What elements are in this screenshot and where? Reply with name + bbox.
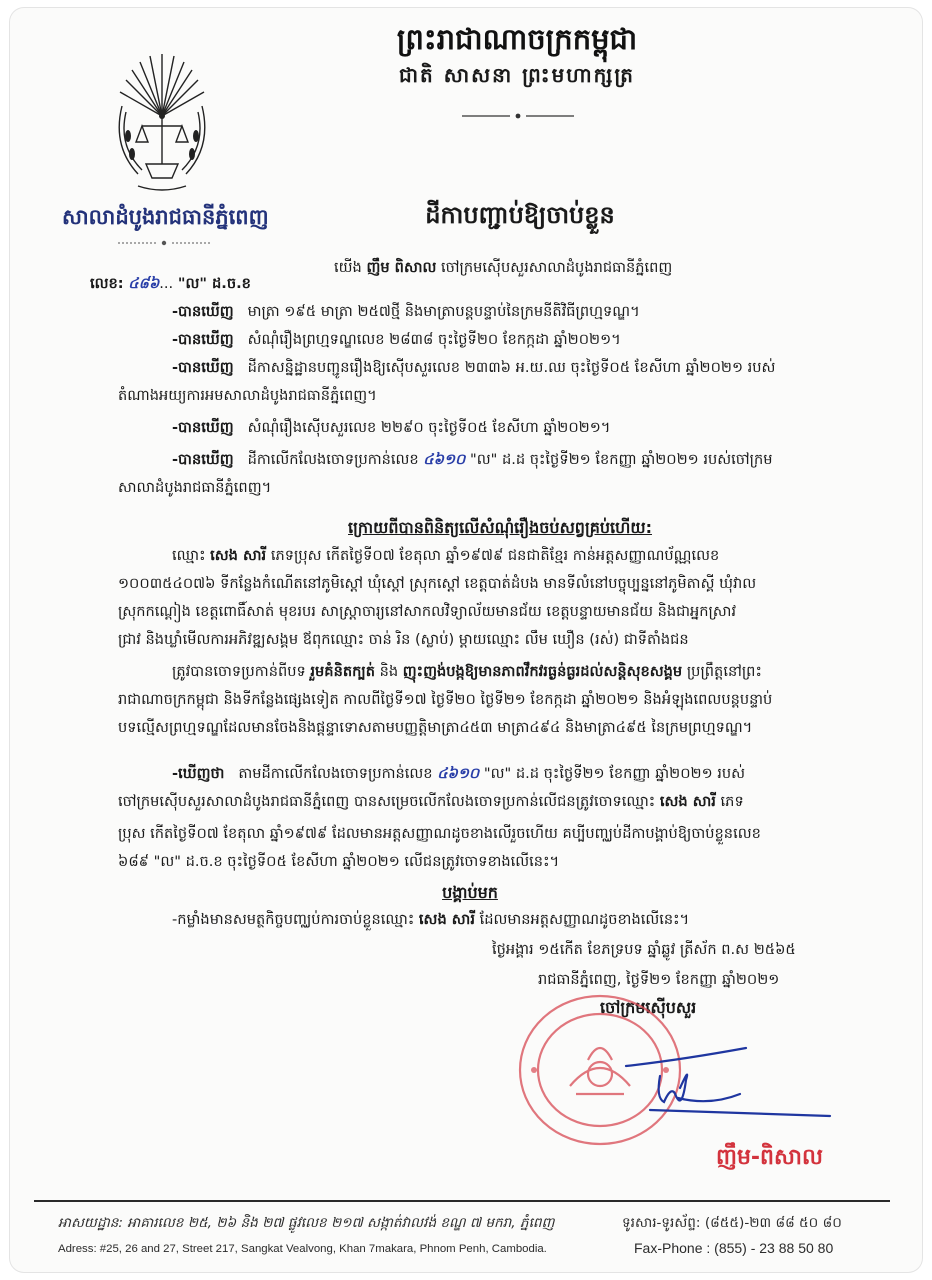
finding-line: ប្រុស កើតថ្ងៃទី០៧ ខែតុលា ឆ្នាំ១៩៧៩ ដែលមានអត្តសញ្ញាណដូចខាងលើរួចហើយ គប្បីបញ្ឈប់ដីកាបង្គាប់ឱ្យចាប់ខ្លួនលេខ — [118, 825, 761, 842]
reference-number: លេខ: ៤៨៦... "ល" ដ.ច.ខ — [90, 275, 251, 292]
footer-phone-en: Fax-Phone : (855) - 23 88 50 80 — [634, 1240, 834, 1256]
handwritten-number: ៤៨៦ — [128, 275, 160, 292]
facts-line: ១០០៣៥៤០៧៦ ទីកន្លែងកំណើតនៅភូមិស្ដៅ ឃុំស្ដៅ ស្រុកស្ដៅ ខេត្តបាត់ដំបង មានទីលំនៅបច្ចុប្បន្ននៅភូមិតាស្គី ឃុំវាល — [118, 575, 757, 592]
seen-item: -បានឃើញ ដីកាលើកលែងចោទប្រកាន់លេខ ៤៦១០ "ល" ដ.ដ ចុះថ្ងៃទី២១ ខែកញ្ញា ឆ្នាំ២០២១ របស់ចៅក្រម — [172, 451, 773, 468]
finding-line: ចៅក្រមស៊ើបសួរសាលាដំបូងរាជធានីភ្នំពេញ បានសម្រេចលើកលែងចោទប្រកាន់លើជនត្រូវចោទឈ្មោះ សេង សារី ភេទ — [118, 793, 744, 810]
signer-title: ចៅក្រមស៊ើបសួរ — [600, 998, 697, 1017]
accused-name: សេង សារី — [659, 793, 716, 810]
facts-line: ស្រុកកណ្ដៀង ខេត្តពោធិ៍សាត់ មុខរបរ សាស្ត្រាចារ្យនៅសាកលវិទ្យាល័យមានជ័យ ខេត្តបន្ទាយមានជ័យ និងជាអ្នកស្រាវ — [118, 603, 737, 620]
finding-line: ៦៨៩ "ល" ដ.ច.ខ ចុះថ្ងៃទី០៥ ខែសីហា ឆ្នាំ២០២១ លើជនត្រូវចោទខាងលើនេះ។ — [118, 853, 560, 870]
kingdom-heading: ព្រះរាជាណាចក្រកម្ពុជា — [396, 22, 638, 56]
charge: ញុះញង់បង្កឱ្យមានភាពវឹកវរធ្ងន់ធ្ងរដល់សន្តិសុខសង្គម — [402, 663, 683, 680]
footer-address-en: Adress: #25, 26 and 27, Street 217, Sangkat Vealvong, Khan 7makara, Phnom Penh, Cambodia. — [58, 1243, 547, 1255]
order-heading: បង្គាប់មក — [442, 883, 498, 902]
accused-name: សេង សារី — [418, 911, 475, 928]
footer-address-km: អាសយដ្ឋាន: អាគារលេខ ២៥, ២៦ និង ២៧ ផ្លូវលេខ ២១៧ សង្កាត់វាលវង់ ខណ្ឌ ៧ មករា, ភ្នំពេញ — [58, 1215, 555, 1231]
seen-item: -បានឃើញ សំណុំរឿងស៊ើបសួរលេខ ២២៩០ ចុះថ្ងៃទី០៥ ខែសីហា ឆ្នាំ២០២១។ — [172, 419, 611, 436]
facts-line: បទល្មើសព្រហ្មទណ្ឌដែលមានចែងនិងផ្ដន្ទាទោសតាមបញ្ញត្តិមាត្រា៤៥៣ មាត្រា៤៩៤ និងមាត្រា៤៩៥ នៃក្រមព្រហ្មទណ្ឌ។ — [118, 719, 753, 736]
lunar-date: ថ្ងៃអង្គារ ១៥កើត ខែភទ្របទ ឆ្នាំឆ្លូវ ត្រីស័ក ព.ស ២៥៦៥ — [492, 941, 796, 958]
footer-phone-km: ទូរសារ-ទូរស័ព្ទ: (៨៥៥)-២៣ ៨៨ ៥០ ៨០ — [622, 1215, 842, 1231]
court-name: សាលាដំបូងរាជធានីភ្នំពេញ — [62, 205, 269, 229]
facts-line: ឈ្មោះ សេង សារី ភេទប្រុស កើតថ្ងៃទី០៧ ខែតុលា ឆ្នាំ១៩៧៩ ជនជាតិខ្មែរ កាន់អត្តសញ្ញាណប័ណ្ណលេខ — [172, 547, 720, 564]
national-motto: ជាតិ សាសនា ព្រះមហាក្សត្រ — [399, 63, 635, 87]
court-emblem-icon — [108, 46, 216, 194]
document-title: ដីកាបញ្ជាប់ឱ្យចាប់ខ្លួន — [425, 201, 615, 229]
intro-line: យើង ញឹម ពិសាល ចៅក្រមស៊ើបសួរសាលាដំបូងរាជធានីភ្នំពេញ — [334, 259, 673, 276]
seen-item-continuation: តំណាងអយ្យការអមសាលាដំបូងរាជធានីភ្នំពេញ។ — [118, 387, 377, 404]
judge-name: ញឹម ពិសាល — [366, 259, 437, 276]
solar-date: រាជធានីភ្នំពេញ, ថ្ងៃទី២១ ខែកញ្ញា ឆ្នាំ២០២១ — [538, 971, 780, 988]
accused-name: សេង សារី — [210, 547, 267, 564]
handwritten-number: ៤៦១០ — [437, 765, 480, 782]
seen-item: -បានឃើញ សំណុំរឿងព្រហ្មទណ្ឌលេខ ២៨៣៨ ចុះថ្ងៃទី២០ ខែកក្កដា ឆ្នាំ២០២១។ — [172, 331, 621, 348]
seen-item: -បានឃើញ ដីកាសន្និដ្ឋានបញ្ជូនរឿងឱ្យស៊ើបសួរលេខ ២៣៣៦ អ.យ.ឈ ចុះថ្ងៃទី០៥ ខែសីហា ឆ្នាំ២០២១ របស់ — [172, 359, 776, 376]
signer-name: ញឹម-ពិសាល — [716, 1145, 823, 1170]
handwritten-number: ៤៦១០ — [423, 451, 466, 468]
finding-line: -ឃើញថា តាមដីកាលើកលែងចោទប្រកាន់លេខ ៤៦១០ "ល" ដ.ដ ចុះថ្ងៃទី២១ ខែកញ្ញា ឆ្នាំ២០២១ របស់ — [172, 765, 746, 782]
footer-divider — [34, 1200, 890, 1202]
ornament-divider — [462, 113, 574, 119]
facts-line: រាជាណាចក្រកម្ពុជា និងទីកន្លែងផ្សេងទៀត កាលពីថ្ងៃទី១៧ ថ្ងៃទី២០ ថ្ងៃទី២១ ខែកក្កដា ឆ្នាំ២០២១ និងអំឡុងពេលបន្តបន្ទាប់ — [118, 691, 773, 708]
facts-line: ជ្រាវ និងឃ្លាំមើលការអភិវឌ្ឍសង្គម ឪពុកឈ្មោះ ចាន់ រិន (ស្លាប់) ម្ដាយឈ្មោះ លឹម ឃឿន (រស់) ជាទីតាំងជន — [118, 631, 689, 648]
facts-line: ត្រូវបានចោទប្រកាន់ពីបទ រួមគំនិតក្បត់ និង ញុះញង់បង្កឱ្យមានភាពវឹកវរធ្ងន់ធ្ងរដល់សន្តិសុខសង្គម ប្រព្រឹត្តនៅព្រះ — [172, 663, 762, 680]
order-line: -កម្លាំងមានសមត្ថកិច្ចបញ្ឈប់ការចាប់ខ្លួនឈ្មោះ សេង សារី ដែលមានអត្តសញ្ញាណដូចខាងលើនេះ។ — [172, 911, 690, 928]
seen-item-continuation: សាលាដំបូងរាជធានីភ្នំពេញ។ — [118, 479, 272, 496]
signature-icon — [620, 1036, 840, 1126]
ornament-divider — [118, 240, 210, 246]
charge: រួមគំនិតក្បត់ — [310, 663, 375, 680]
seen-item: -បានឃើញ មាត្រា ១៩៥ មាត្រា ២៥៧ថ្មី និងមាត្រាបន្តបន្ទាប់នៃក្រមនីតិវិធីព្រហ្មទណ្ឌ។ — [172, 303, 640, 320]
review-heading: ក្រោយពីបានពិនិត្យលើសំណុំរឿងចប់សព្វគ្រប់ហើយ: — [348, 518, 652, 537]
